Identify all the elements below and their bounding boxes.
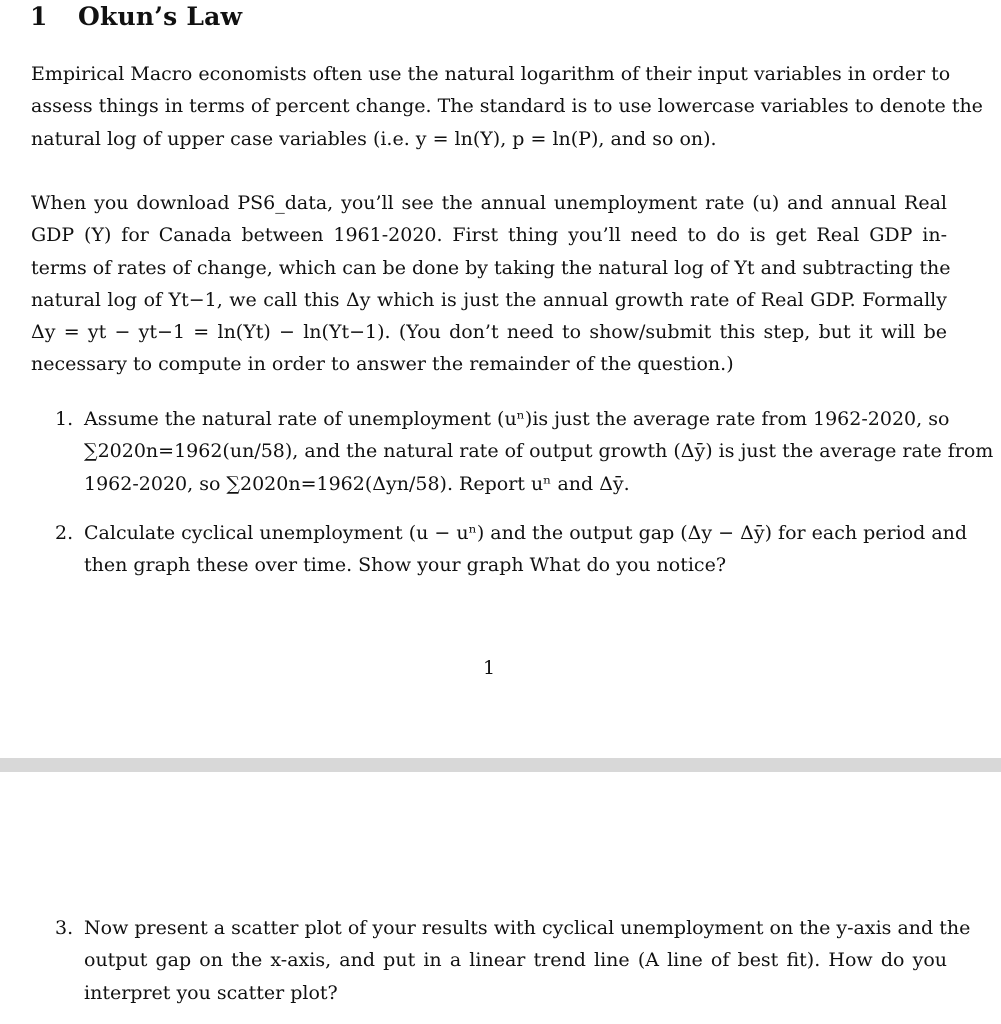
- question-number: 1.: [55, 408, 74, 430]
- document-page-2: [0, 772, 1001, 1024]
- paragraph-line: natural log of Yt−1, we call this Δy which is just the annual growth rate of Real GDP. Formally: [31, 288, 947, 311]
- paragraph-line: Empirical Macro economists often use the natural logarithm of their input variables in order to: [31, 63, 951, 85]
- question-line: Now present a scatter plot of your results with cyclical unemployment on the y-axis and the: [84, 917, 971, 939]
- section-number: 1: [30, 2, 48, 31]
- page-number: 1: [483, 657, 496, 679]
- paragraph-line: Δy = yt − yt−1 = ln(Yt) − ln(Yt−1). (You don’t need to show/submit this step, but it will be: [31, 321, 947, 344]
- question-number: 2.: [55, 522, 74, 544]
- paragraph-data-description: [31, 187, 951, 381]
- question-line: 1962-2020, so ∑2020n=1962(Δyn/58). Report uⁿ and Δȳ.: [84, 472, 630, 495]
- paragraph-line: assess things in terms of percent change. The standard is to use lowercase variables to denote the: [31, 95, 983, 118]
- question-line: Calculate cyclical unemployment (u − uⁿ) and the output gap (Δy − Δȳ) for each period and: [84, 522, 968, 544]
- paragraph-line: GDP (Y) for Canada between 1961-2020. First thing you’ll need to do is get Real GDP in-: [31, 224, 947, 247]
- paragraph-line: necessary to compute in order to answer the remainder of the question.): [31, 353, 734, 376]
- question-line: ∑2020n=1962(un/58), and the natural rate of output growth (Δȳ) is just the average rate from: [84, 440, 994, 463]
- page-separator: [0, 758, 1001, 772]
- section-heading: [30, 2, 242, 31]
- question-number: 3.: [55, 917, 74, 939]
- question-line: then graph these over time. Show your graph What do you notice?: [84, 554, 727, 577]
- question-line: Assume the natural rate of unemployment (uⁿ)is just the average rate from 1962-2020, so: [84, 408, 950, 430]
- paragraph-intro: [31, 58, 983, 155]
- paragraph-line: natural log of upper case variables (i.e. y = ln(Y), p = ln(P), and so on).: [31, 127, 717, 150]
- question-line: interpret you scatter plot?: [84, 981, 338, 1004]
- question-line: output gap on the x-axis, and put in a linear trend line (A line of best fit). How do you: [84, 949, 947, 972]
- paragraph-line: When you download PS6_data, you’ll see the annual unemployment rate (u) and annual Real: [31, 192, 947, 214]
- question-text: [84, 912, 971, 1009]
- paragraph-line: terms of rates of change, which can be done by taking the natural log of Yt and subtracting the: [31, 256, 951, 279]
- question-text: [84, 517, 968, 582]
- question-text: [84, 403, 994, 500]
- section-title: Okun’s Law: [78, 2, 243, 31]
